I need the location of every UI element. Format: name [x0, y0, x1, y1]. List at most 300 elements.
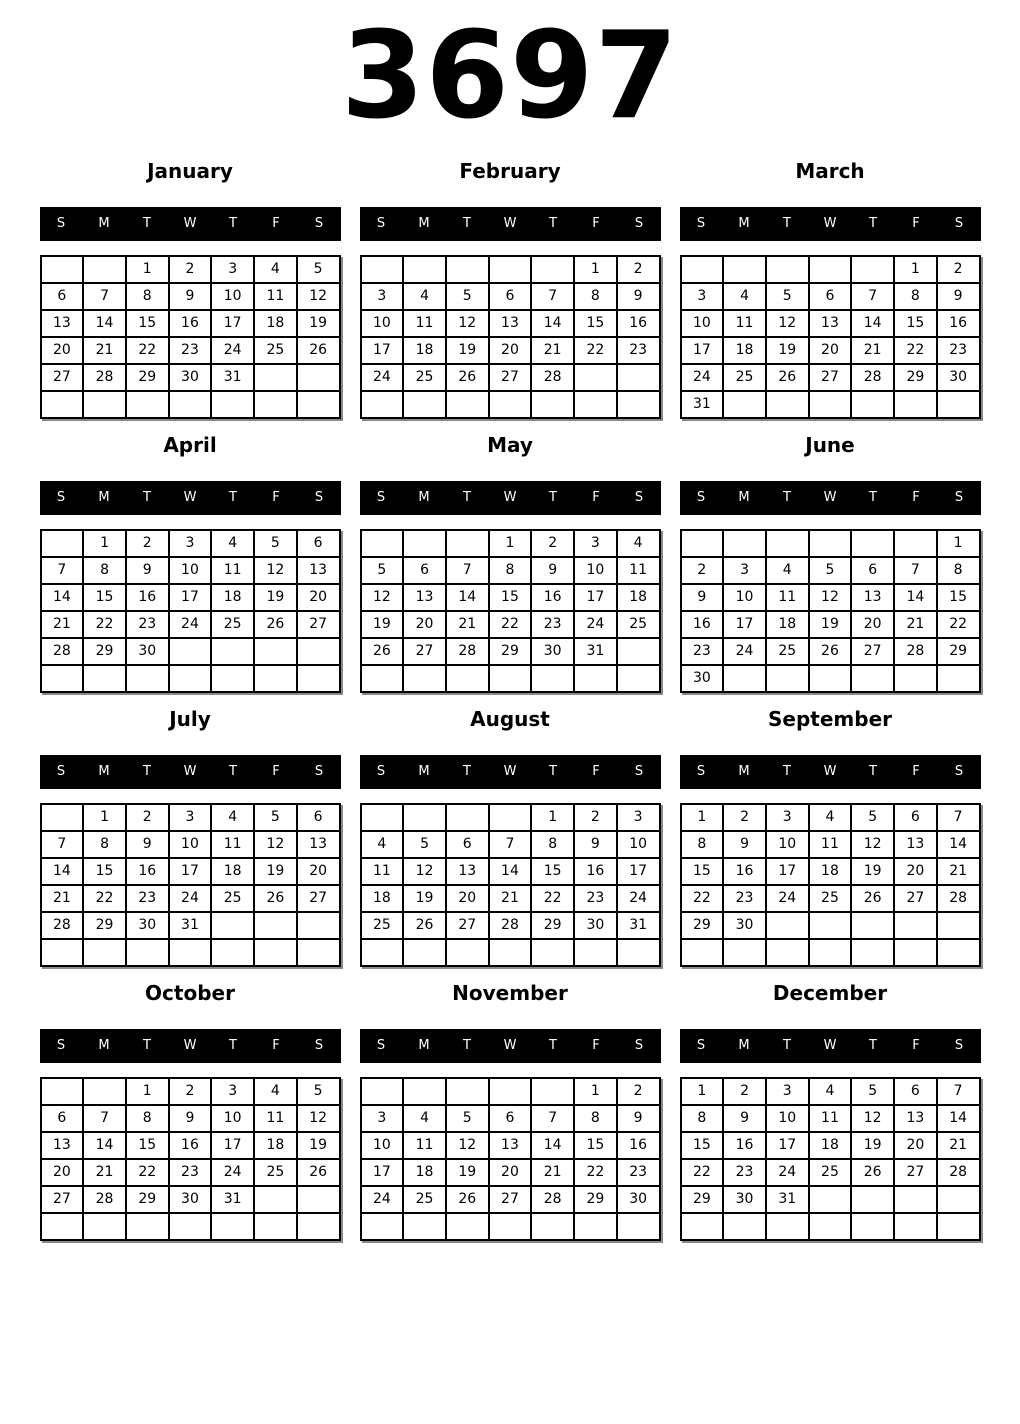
day-cell: [297, 1186, 340, 1213]
day-row: [681, 885, 980, 912]
day-cell: 10: [574, 557, 617, 584]
day-cell: [809, 256, 852, 283]
day-cell: 16: [126, 858, 169, 885]
day-cell: 12: [254, 831, 297, 858]
day-row: [681, 310, 980, 337]
day-cell: 25: [211, 885, 254, 912]
day-cell: 1: [531, 804, 574, 831]
day-cell: [574, 939, 617, 966]
day-row: [41, 584, 340, 611]
day-cell: 19: [851, 1132, 894, 1159]
day-row: [361, 858, 660, 885]
weekday-label: M: [418, 216, 430, 232]
day-cell: 12: [254, 557, 297, 584]
weekday-label: W: [183, 1038, 197, 1054]
day-cell: [766, 912, 809, 939]
day-cell: 29: [126, 1186, 169, 1213]
day-cell: [169, 1213, 212, 1240]
day-cell: 25: [254, 1159, 297, 1186]
day-row: [681, 391, 980, 418]
day-cell: 28: [937, 885, 980, 912]
day-cell: 2: [169, 1078, 212, 1105]
day-cell: 20: [894, 858, 937, 885]
day-cell: 10: [723, 584, 766, 611]
day-cell: 11: [617, 557, 660, 584]
day-cell: 16: [617, 1132, 660, 1159]
day-cell: 25: [809, 1159, 852, 1186]
day-cell: [83, 1213, 126, 1240]
month-day-grid: [40, 255, 341, 419]
day-cell: 12: [297, 1105, 340, 1132]
weekday-label: W: [503, 764, 517, 780]
day-cell: 1: [681, 1078, 724, 1105]
day-cell: 13: [809, 310, 852, 337]
day-cell: 24: [617, 885, 660, 912]
day-cell: 23: [126, 885, 169, 912]
day-cell: 21: [446, 611, 489, 638]
day-cell: 24: [723, 638, 766, 665]
weekday-label: M: [98, 216, 110, 232]
day-row: [361, 1078, 660, 1105]
weekday-label: M: [738, 490, 750, 506]
month-title: May: [487, 432, 533, 457]
day-cell: 3: [723, 557, 766, 584]
day-cell: 12: [403, 858, 446, 885]
day-cell: 21: [937, 858, 980, 885]
day-cell: [851, 912, 894, 939]
weekday-label: T: [229, 216, 237, 232]
day-cell: 14: [489, 858, 532, 885]
day-cell: [361, 1078, 404, 1105]
day-row: [361, 912, 660, 939]
day-cell: [361, 391, 404, 418]
day-cell: [617, 638, 660, 665]
day-cell: 18: [403, 337, 446, 364]
day-cell: 29: [83, 912, 126, 939]
weekday-label: T: [463, 764, 471, 780]
day-cell: 9: [723, 831, 766, 858]
day-cell: 10: [211, 283, 254, 310]
day-cell: 18: [766, 611, 809, 638]
weekday-label: T: [143, 764, 151, 780]
day-cell: 12: [297, 283, 340, 310]
day-cell: 27: [894, 885, 937, 912]
day-cell: 22: [531, 885, 574, 912]
day-cell: [894, 665, 937, 692]
day-cell: 8: [894, 283, 937, 310]
day-cell: [574, 391, 617, 418]
day-row: [361, 1213, 660, 1240]
day-row: [361, 939, 660, 966]
day-cell: 24: [211, 337, 254, 364]
weekday-label: S: [696, 216, 706, 232]
day-cell: 6: [489, 283, 532, 310]
day-cell: 16: [169, 1132, 212, 1159]
day-cell: [681, 1213, 724, 1240]
day-cell: [211, 391, 254, 418]
day-cell: 19: [297, 1132, 340, 1159]
day-cell: 8: [83, 557, 126, 584]
weekday-label: T: [549, 490, 557, 506]
day-cell: 23: [937, 337, 980, 364]
weekday-label: S: [56, 490, 66, 506]
day-cell: [446, 1078, 489, 1105]
day-cell: 20: [489, 337, 532, 364]
day-cell: 26: [809, 638, 852, 665]
day-row: [41, 611, 340, 638]
weekday-label: S: [634, 1038, 644, 1054]
day-cell: 8: [681, 831, 724, 858]
weekday-label: S: [56, 1038, 66, 1054]
day-cell: [361, 804, 404, 831]
day-cell: 25: [211, 611, 254, 638]
day-cell: [531, 665, 574, 692]
day-cell: [126, 1213, 169, 1240]
day-cell: 12: [446, 310, 489, 337]
weekday-label: F: [592, 490, 600, 506]
day-cell: [531, 1213, 574, 1240]
day-cell: [41, 391, 84, 418]
weekday-label: W: [503, 216, 517, 232]
day-cell: 30: [126, 912, 169, 939]
day-row: [361, 1159, 660, 1186]
day-cell: 26: [403, 912, 446, 939]
day-cell: 5: [446, 1105, 489, 1132]
day-cell: [126, 665, 169, 692]
day-cell: [403, 665, 446, 692]
day-cell: 5: [361, 557, 404, 584]
day-cell: [361, 1213, 404, 1240]
day-cell: [723, 530, 766, 557]
day-cell: [126, 391, 169, 418]
day-row: [361, 611, 660, 638]
day-row: [361, 364, 660, 391]
day-row: [681, 1159, 980, 1186]
day-cell: 5: [446, 283, 489, 310]
month-title: February: [459, 158, 561, 183]
day-cell: 15: [126, 310, 169, 337]
day-cell: 29: [574, 1186, 617, 1213]
weekday-label: M: [418, 490, 430, 506]
day-cell: 17: [723, 611, 766, 638]
day-row: [681, 804, 980, 831]
day-cell: [83, 665, 126, 692]
day-cell: 24: [681, 364, 724, 391]
day-cell: 22: [894, 337, 937, 364]
month-march: [680, 156, 981, 419]
day-cell: 11: [254, 1105, 297, 1132]
day-cell: 14: [937, 1105, 980, 1132]
day-cell: 15: [489, 584, 532, 611]
day-cell: 28: [851, 364, 894, 391]
month-day-grid: [360, 803, 661, 967]
day-cell: 21: [83, 337, 126, 364]
day-cell: 17: [361, 337, 404, 364]
day-cell: 12: [851, 831, 894, 858]
weekday-label: S: [376, 1038, 386, 1054]
day-cell: 26: [254, 885, 297, 912]
day-cell: 4: [766, 557, 809, 584]
day-cell: 19: [446, 337, 489, 364]
day-cell: 3: [211, 256, 254, 283]
weekday-header-bar: [680, 207, 981, 241]
weekday-label: T: [783, 764, 791, 780]
day-cell: 11: [766, 584, 809, 611]
day-cell: 11: [809, 831, 852, 858]
day-cell: 4: [723, 283, 766, 310]
weekday-label: S: [376, 764, 386, 780]
day-cell: [681, 256, 724, 283]
day-cell: 2: [531, 530, 574, 557]
day-cell: 16: [126, 584, 169, 611]
day-cell: 3: [766, 804, 809, 831]
day-cell: [809, 1186, 852, 1213]
day-cell: [361, 256, 404, 283]
day-row: [41, 885, 340, 912]
day-cell: 1: [574, 1078, 617, 1105]
day-cell: 15: [83, 584, 126, 611]
day-cell: [41, 939, 84, 966]
months-grid: [40, 156, 981, 1241]
day-cell: 25: [617, 611, 660, 638]
month-title: July: [169, 706, 211, 731]
day-cell: [126, 939, 169, 966]
day-cell: 23: [531, 611, 574, 638]
day-cell: [851, 939, 894, 966]
weekday-label: F: [912, 764, 920, 780]
day-cell: 29: [531, 912, 574, 939]
day-cell: [681, 939, 724, 966]
day-cell: 23: [126, 611, 169, 638]
weekday-label: S: [314, 216, 324, 232]
day-cell: 4: [617, 530, 660, 557]
day-cell: [937, 665, 980, 692]
day-cell: 21: [41, 611, 84, 638]
day-cell: 14: [531, 310, 574, 337]
day-cell: 17: [574, 584, 617, 611]
weekday-label: S: [954, 764, 964, 780]
day-row: [41, 256, 340, 283]
day-cell: [574, 364, 617, 391]
day-cell: 22: [83, 611, 126, 638]
weekday-label: F: [912, 1038, 920, 1054]
month-title: August: [470, 706, 550, 731]
day-cell: 22: [937, 611, 980, 638]
day-cell: 30: [681, 665, 724, 692]
day-cell: 8: [83, 831, 126, 858]
day-cell: [254, 665, 297, 692]
day-cell: [723, 939, 766, 966]
day-cell: 28: [446, 638, 489, 665]
day-cell: [766, 391, 809, 418]
day-cell: 3: [681, 283, 724, 310]
day-cell: [211, 1213, 254, 1240]
month-day-grid: [360, 255, 661, 419]
day-cell: 19: [809, 611, 852, 638]
day-cell: [297, 912, 340, 939]
day-cell: 15: [531, 858, 574, 885]
day-cell: 23: [723, 885, 766, 912]
day-cell: 13: [403, 584, 446, 611]
day-cell: [723, 665, 766, 692]
day-cell: 19: [403, 885, 446, 912]
day-row: [361, 557, 660, 584]
day-cell: 25: [809, 885, 852, 912]
day-cell: 28: [41, 638, 84, 665]
day-row: [361, 310, 660, 337]
day-cell: 21: [489, 885, 532, 912]
day-row: [41, 638, 340, 665]
month-day-grid: [680, 529, 981, 693]
day-cell: 28: [894, 638, 937, 665]
calendar-page: [0, 7, 1020, 1241]
month-title: September: [768, 706, 892, 731]
day-cell: 8: [126, 1105, 169, 1132]
day-cell: 21: [894, 611, 937, 638]
day-cell: 22: [489, 611, 532, 638]
day-cell: 4: [403, 283, 446, 310]
day-cell: 13: [297, 831, 340, 858]
weekday-label: W: [183, 764, 197, 780]
day-cell: 13: [851, 584, 894, 611]
weekday-label: T: [869, 1038, 877, 1054]
day-cell: 19: [361, 611, 404, 638]
day-cell: 18: [723, 337, 766, 364]
day-cell: [723, 391, 766, 418]
day-cell: [297, 665, 340, 692]
day-cell: 28: [531, 364, 574, 391]
weekday-label: T: [549, 764, 557, 780]
day-cell: [446, 665, 489, 692]
weekday-label: T: [143, 490, 151, 506]
day-cell: [851, 1186, 894, 1213]
day-cell: 14: [531, 1132, 574, 1159]
day-row: [41, 337, 340, 364]
day-cell: 31: [681, 391, 724, 418]
month-title: November: [452, 980, 568, 1005]
day-cell: 2: [681, 557, 724, 584]
day-row: [681, 831, 980, 858]
day-cell: 4: [211, 804, 254, 831]
weekday-label: W: [823, 216, 837, 232]
day-cell: 6: [41, 1105, 84, 1132]
day-cell: 1: [126, 1078, 169, 1105]
weekday-header-bar: [360, 755, 661, 789]
weekday-label: W: [183, 490, 197, 506]
day-cell: 22: [126, 337, 169, 364]
day-cell: [617, 1213, 660, 1240]
day-cell: 23: [169, 337, 212, 364]
day-cell: [617, 391, 660, 418]
day-cell: [617, 364, 660, 391]
day-row: [681, 1132, 980, 1159]
day-cell: 14: [894, 584, 937, 611]
day-cell: [937, 912, 980, 939]
day-row: [41, 912, 340, 939]
day-cell: [937, 939, 980, 966]
day-cell: [41, 1078, 84, 1105]
day-cell: [83, 256, 126, 283]
day-cell: 2: [126, 804, 169, 831]
day-cell: [766, 939, 809, 966]
day-cell: 5: [297, 256, 340, 283]
weekday-label: S: [696, 764, 706, 780]
day-cell: 16: [937, 310, 980, 337]
day-cell: 15: [937, 584, 980, 611]
month-day-grid: [40, 1077, 341, 1241]
day-cell: 31: [766, 1186, 809, 1213]
day-cell: 6: [809, 283, 852, 310]
day-row: [361, 337, 660, 364]
day-cell: [851, 530, 894, 557]
weekday-label: T: [463, 490, 471, 506]
day-cell: 13: [894, 831, 937, 858]
day-cell: 22: [574, 1159, 617, 1186]
day-cell: 17: [361, 1159, 404, 1186]
day-cell: [41, 256, 84, 283]
day-cell: 9: [937, 283, 980, 310]
day-cell: 3: [574, 530, 617, 557]
weekday-label: F: [912, 490, 920, 506]
day-row: [41, 858, 340, 885]
weekday-label: S: [954, 490, 964, 506]
day-cell: 8: [531, 831, 574, 858]
day-cell: 12: [766, 310, 809, 337]
day-cell: [617, 665, 660, 692]
day-cell: [446, 939, 489, 966]
day-cell: 23: [681, 638, 724, 665]
weekday-label: S: [314, 1038, 324, 1054]
day-row: [361, 584, 660, 611]
day-cell: 9: [723, 1105, 766, 1132]
day-row: [41, 283, 340, 310]
day-cell: 7: [83, 283, 126, 310]
day-cell: 5: [766, 283, 809, 310]
day-cell: 28: [41, 912, 84, 939]
month-april: [40, 430, 341, 693]
day-cell: 9: [169, 283, 212, 310]
day-row: [681, 611, 980, 638]
day-cell: 29: [894, 364, 937, 391]
day-cell: 2: [126, 530, 169, 557]
weekday-label: M: [418, 764, 430, 780]
weekday-label: F: [592, 764, 600, 780]
weekday-label: F: [272, 764, 280, 780]
day-cell: [211, 939, 254, 966]
day-cell: 8: [489, 557, 532, 584]
day-cell: 24: [574, 611, 617, 638]
day-cell: [254, 364, 297, 391]
day-cell: 6: [41, 283, 84, 310]
day-cell: 1: [126, 256, 169, 283]
day-cell: 29: [83, 638, 126, 665]
day-cell: 9: [681, 584, 724, 611]
day-cell: 27: [489, 364, 532, 391]
month-january: [40, 156, 341, 419]
day-cell: 10: [617, 831, 660, 858]
day-cell: 14: [83, 1132, 126, 1159]
day-cell: 26: [361, 638, 404, 665]
day-cell: 22: [681, 885, 724, 912]
day-cell: 24: [169, 611, 212, 638]
day-cell: 21: [41, 885, 84, 912]
day-cell: 11: [211, 831, 254, 858]
day-cell: 6: [851, 557, 894, 584]
day-cell: [809, 939, 852, 966]
day-cell: 9: [126, 831, 169, 858]
day-cell: 21: [83, 1159, 126, 1186]
day-cell: 9: [617, 283, 660, 310]
